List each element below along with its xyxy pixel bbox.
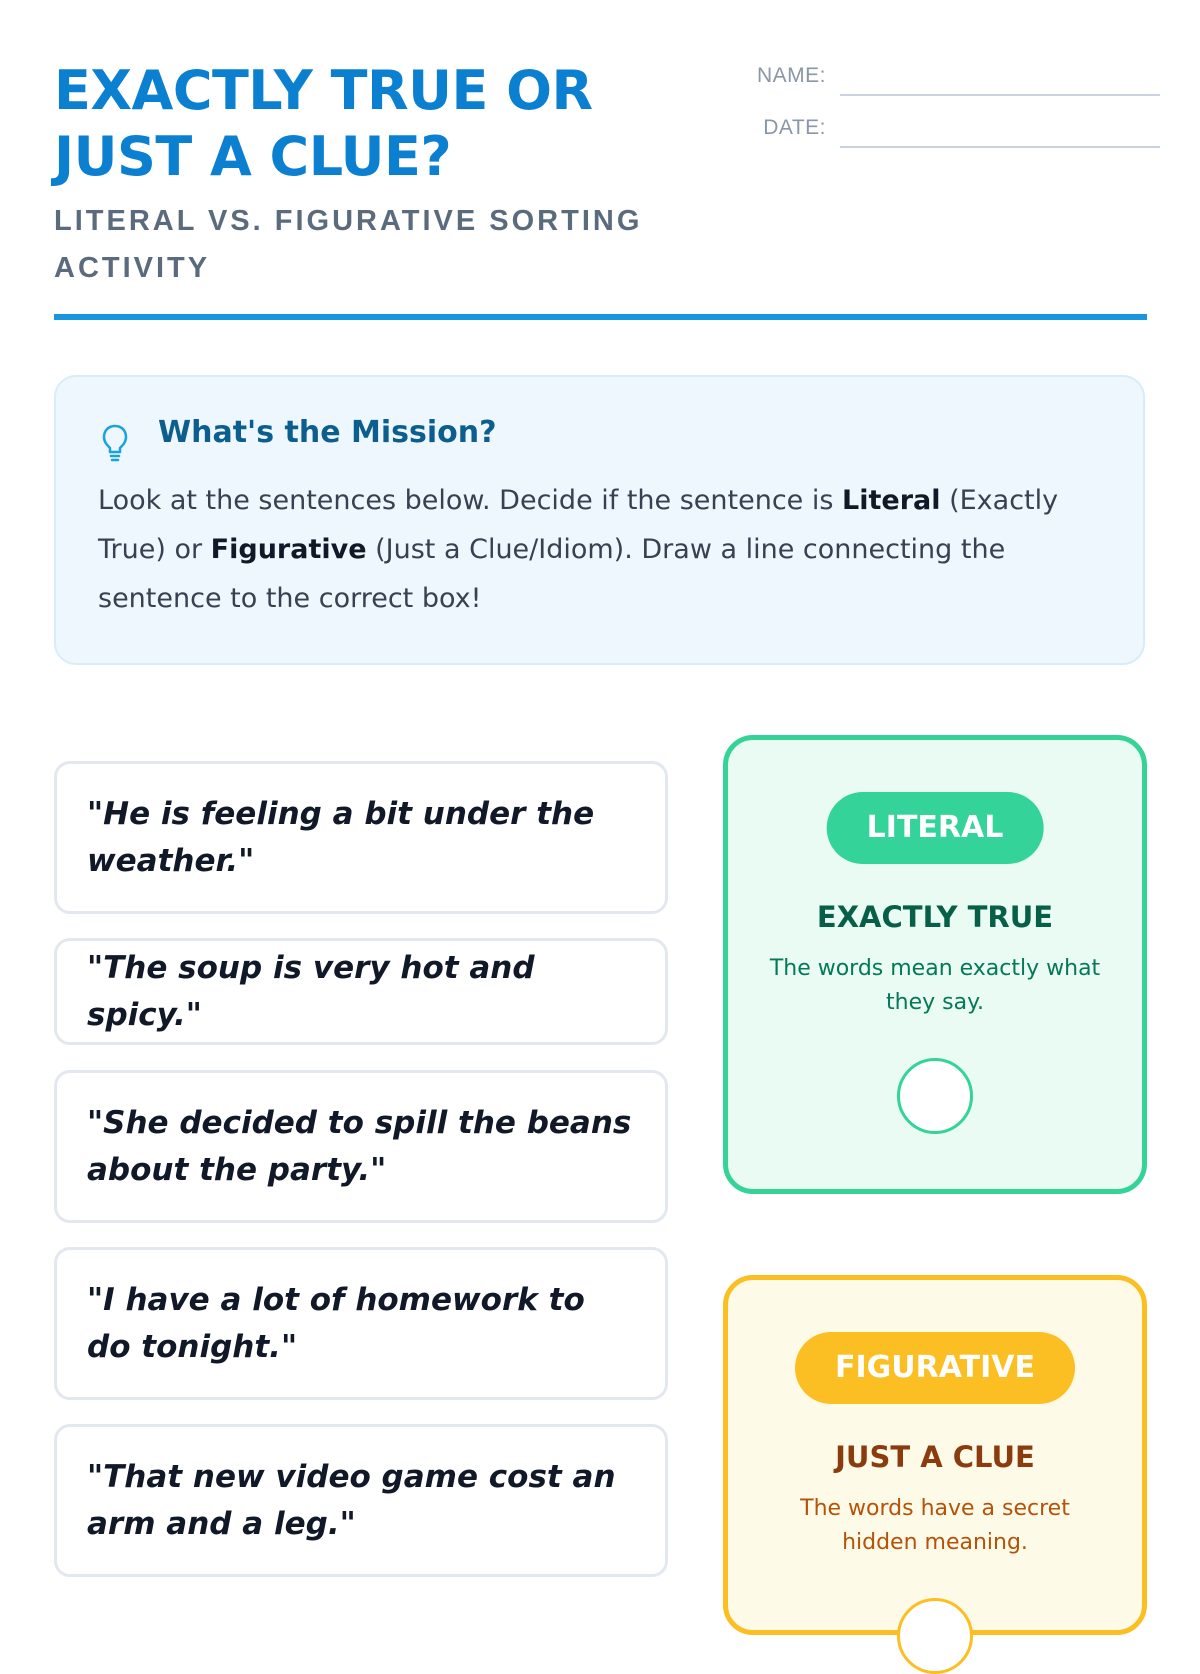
sentence-card[interactable]	[54, 761, 668, 914]
worksheet-header	[54, 52, 1160, 322]
date-field[interactable]	[734, 108, 1160, 152]
literal-description: The words mean exactly what they say.	[769, 956, 1101, 1015]
figurative-description: The words have a secret hidden meaning.	[800, 1496, 1070, 1555]
figurative-heading: JUST A CLUE	[835, 1440, 1035, 1474]
date-label: DATE:	[763, 116, 826, 139]
sentence-text: "She decided to spill the beans about the party."	[87, 1104, 632, 1188]
literal-keyword: Literal	[842, 485, 941, 516]
header-divider	[54, 314, 1147, 320]
sentence-text: "The soup is very hot and spicy."	[87, 949, 535, 1033]
mission-instructions: Look at the sentences below. Decide if the sentence is Literal (Exactly True) or Figurative (Just a Clue/Idiom). Draw a line connecting the sentence to the correct box!	[98, 485, 1059, 614]
literal-heading: EXACTLY TRUE	[816, 900, 1054, 934]
figurative-pill: FIGURATIVE	[795, 1332, 1075, 1404]
mission-box	[54, 375, 1145, 665]
figurative-keyword: Figurative	[210, 534, 367, 565]
literal-box	[723, 735, 1147, 1194]
mission-heading: What's the Mission?	[158, 415, 497, 450]
lightbulb-icon	[102, 423, 128, 463]
literal-connect-dot[interactable]	[897, 1058, 973, 1134]
sentence-card[interactable]	[54, 1424, 668, 1577]
sentence-card[interactable]	[54, 1070, 668, 1223]
sentence-text: "I have a lot of homework to do tonight."	[87, 1281, 585, 1365]
sentence-card[interactable]	[54, 938, 668, 1045]
literal-pill: LITERAL	[827, 792, 1044, 864]
figurative-connect-dot[interactable]	[897, 1598, 973, 1674]
sentence-text: "That new video game cost an arm and a leg."	[87, 1458, 616, 1542]
sentence-card[interactable]	[54, 1247, 668, 1400]
date-line[interactable]	[840, 146, 1160, 148]
page-subtitle: LITERAL VS. FIGURATIVE SORTING ACTIVITY	[54, 205, 643, 284]
sentence-text: "He is feeling a bit under the weather."	[87, 795, 595, 879]
name-label: NAME:	[756, 64, 826, 87]
name-line[interactable]	[840, 94, 1160, 96]
figurative-box	[723, 1275, 1147, 1635]
name-field[interactable]	[734, 56, 1160, 100]
page-title: EXACTLY TRUE OR JUST A CLUE?	[54, 59, 593, 188]
